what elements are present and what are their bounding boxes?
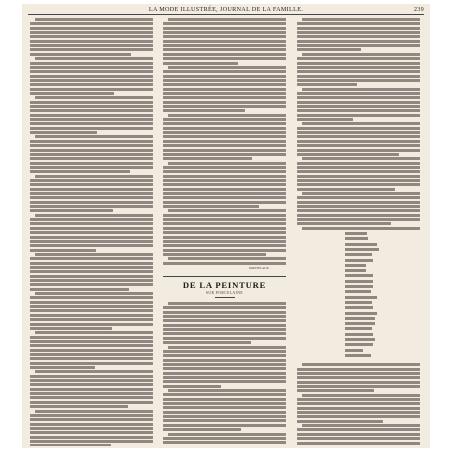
text-line <box>30 22 153 25</box>
text-line <box>163 222 286 225</box>
text-line <box>163 101 286 104</box>
text-line <box>163 218 286 221</box>
color-list-item <box>345 243 377 246</box>
text-line <box>163 188 286 191</box>
text-line <box>30 92 114 95</box>
text-line <box>297 428 420 431</box>
text-line <box>163 424 286 427</box>
text-line <box>30 75 153 78</box>
text-line <box>30 109 153 112</box>
text-line <box>30 414 153 417</box>
text-line <box>297 70 420 73</box>
color-list-item <box>345 280 373 283</box>
text-line <box>163 363 286 366</box>
text-line <box>30 314 153 317</box>
text-line <box>163 135 286 138</box>
text-line <box>297 442 420 445</box>
text-line <box>30 318 153 321</box>
magazine-page <box>22 4 430 448</box>
text-line <box>30 236 153 239</box>
text-line <box>297 222 391 225</box>
text-line <box>30 423 153 426</box>
text-line <box>297 62 420 65</box>
subtitle-rule <box>215 297 235 298</box>
text-line <box>168 66 286 69</box>
text-line <box>163 75 286 78</box>
text-line <box>297 166 420 169</box>
text-line <box>163 40 286 43</box>
text-line <box>168 162 286 165</box>
text-line <box>297 140 420 143</box>
text-line <box>302 157 420 160</box>
text-line <box>163 157 252 160</box>
text-line <box>163 350 286 353</box>
text-line <box>163 149 286 152</box>
color-list-item <box>345 296 377 299</box>
text-line <box>30 353 153 356</box>
color-list-item <box>345 349 363 352</box>
text-line <box>163 166 286 169</box>
text-line <box>297 27 420 30</box>
text-line <box>163 341 251 344</box>
text-line <box>302 53 420 56</box>
text-line <box>35 410 153 413</box>
text-line <box>30 283 153 286</box>
text-line <box>163 201 286 204</box>
text-line <box>163 411 286 414</box>
text-line <box>297 109 420 112</box>
text-line <box>163 376 286 379</box>
article-signature: MONTFLAUE. <box>249 266 270 270</box>
text-line <box>163 306 286 309</box>
text-line <box>30 201 153 204</box>
color-list-item <box>345 322 375 325</box>
text-line <box>30 40 153 43</box>
text-line <box>163 380 286 383</box>
text-line <box>163 35 286 38</box>
text-line <box>30 153 153 156</box>
text-line <box>163 253 266 256</box>
text-line <box>163 437 286 440</box>
text-line <box>30 323 153 326</box>
text-line <box>297 188 395 191</box>
color-list-item <box>345 333 373 336</box>
text-line <box>297 411 420 414</box>
text-line <box>163 240 286 243</box>
text-line <box>168 433 286 436</box>
text-line <box>163 179 286 182</box>
text-line <box>30 244 153 247</box>
text-line <box>297 183 420 186</box>
text-line <box>163 415 286 418</box>
text-line <box>163 319 286 322</box>
header-rule <box>28 14 424 15</box>
text-line <box>30 179 153 182</box>
text-line <box>35 135 153 138</box>
text-line <box>297 214 420 217</box>
color-list-item <box>345 327 372 330</box>
text-line <box>163 214 286 217</box>
text-line <box>30 396 153 399</box>
text-line <box>163 315 286 318</box>
article-subtitle: SUR PORCELAINE <box>205 291 244 295</box>
text-line <box>297 402 420 405</box>
text-line <box>163 332 286 335</box>
text-line <box>30 149 153 152</box>
text-line <box>30 383 153 386</box>
text-line <box>30 122 153 125</box>
text-line <box>302 122 420 125</box>
text-line <box>30 305 153 308</box>
text-line <box>163 88 286 91</box>
text-line <box>163 324 286 327</box>
text-line <box>163 27 286 30</box>
text-line <box>30 249 96 252</box>
text-line <box>30 157 153 160</box>
text-line <box>30 209 113 212</box>
text-line <box>30 327 112 330</box>
text-line <box>30 218 153 221</box>
text-line <box>297 175 420 178</box>
text-line <box>30 88 153 91</box>
journal-title: LA MODE ILLUSTRÉE, JOURNAL DE LA FAMILLE. <box>148 6 304 13</box>
text-line <box>30 349 153 352</box>
text-line <box>30 288 129 291</box>
color-list-item <box>345 264 366 267</box>
text-line <box>35 18 153 21</box>
text-line <box>30 27 153 30</box>
text-line <box>30 231 153 234</box>
text-line <box>30 401 153 404</box>
text-line <box>297 44 420 47</box>
text-line <box>297 385 420 388</box>
text-line <box>163 311 286 314</box>
text-line <box>297 420 383 423</box>
text-line <box>30 275 153 278</box>
text-line <box>168 302 286 305</box>
text-line <box>297 205 420 208</box>
text-line <box>163 22 286 25</box>
text-line <box>297 437 420 440</box>
text-line <box>168 114 286 117</box>
text-line <box>297 92 420 95</box>
text-line <box>163 48 286 51</box>
color-list-item <box>345 259 373 262</box>
text-line <box>30 48 153 51</box>
text-line <box>30 83 153 86</box>
text-line <box>297 389 374 392</box>
text-line <box>30 431 153 434</box>
text-line <box>297 101 420 104</box>
text-line <box>163 398 286 401</box>
text-line <box>163 236 286 239</box>
text-line <box>297 368 420 371</box>
text-line <box>163 337 286 340</box>
text-line <box>163 354 286 357</box>
color-list-item <box>345 248 379 251</box>
text-line <box>163 428 241 431</box>
text-line <box>163 57 286 60</box>
text-line <box>30 440 153 443</box>
text-line <box>297 372 420 375</box>
text-line <box>30 70 153 73</box>
color-list-item <box>345 312 377 315</box>
text-line <box>163 183 286 186</box>
text-line <box>30 196 153 199</box>
text-line <box>30 340 153 343</box>
text-line <box>30 296 153 299</box>
text-line <box>30 131 97 134</box>
text-line <box>168 18 286 21</box>
text-line <box>297 153 399 156</box>
text-line <box>163 419 286 422</box>
text-line <box>297 66 420 69</box>
color-list-item <box>345 274 373 277</box>
text-line <box>297 57 420 60</box>
color-list-item <box>345 338 375 341</box>
color-list-item <box>345 237 368 240</box>
color-list-item <box>345 232 367 235</box>
text-line <box>297 381 420 384</box>
text-line <box>302 88 420 91</box>
text-line <box>30 262 153 265</box>
text-line <box>30 344 153 347</box>
text-line <box>30 375 153 378</box>
text-line <box>297 433 420 436</box>
text-line <box>35 253 153 256</box>
text-line <box>30 336 153 339</box>
text-line <box>30 44 153 47</box>
text-line <box>163 62 238 65</box>
text-line <box>30 62 153 65</box>
text-line <box>297 127 420 130</box>
color-list-item <box>345 343 373 346</box>
text-line <box>163 227 286 230</box>
text-line <box>297 83 357 86</box>
page-number: 239 <box>413 6 424 13</box>
text-line <box>168 389 286 392</box>
text-line <box>30 227 153 230</box>
text-line <box>30 266 153 269</box>
text-line <box>163 53 286 56</box>
text-line <box>30 183 153 186</box>
text-line <box>30 53 131 56</box>
text-line <box>30 444 111 446</box>
color-list-item <box>345 306 373 309</box>
text-line <box>297 35 420 38</box>
text-line <box>30 66 153 69</box>
text-line <box>30 170 130 173</box>
text-line <box>297 162 420 165</box>
text-line <box>30 118 153 121</box>
text-line <box>30 188 153 191</box>
text-line <box>297 398 420 401</box>
text-line <box>297 135 420 138</box>
text-line <box>297 114 420 117</box>
text-line <box>297 170 420 173</box>
text-line <box>30 162 153 165</box>
text-line <box>163 196 286 199</box>
text-line <box>297 201 420 204</box>
text-line <box>297 415 420 418</box>
text-line <box>30 114 153 117</box>
text-line <box>168 257 286 260</box>
text-line <box>30 240 153 243</box>
text-line <box>30 366 95 369</box>
text-line <box>35 96 153 99</box>
text-line <box>297 22 420 25</box>
text-line <box>163 153 286 156</box>
text-line <box>30 357 153 360</box>
text-line <box>30 379 153 382</box>
text-line <box>163 92 286 95</box>
text-column-right <box>297 18 420 446</box>
text-line <box>30 405 128 408</box>
text-line <box>297 118 353 121</box>
text-line <box>297 48 361 51</box>
text-line <box>30 362 153 365</box>
color-list-item <box>345 354 371 357</box>
text-line <box>297 131 420 134</box>
text-line <box>163 109 245 112</box>
text-line <box>163 140 286 143</box>
text-line <box>163 96 286 99</box>
text-line <box>297 149 420 152</box>
text-line <box>168 209 286 212</box>
text-line <box>297 144 420 147</box>
text-line <box>30 144 153 147</box>
text-line <box>30 427 153 430</box>
text-line <box>163 144 286 147</box>
text-line <box>30 35 153 38</box>
text-line <box>163 372 286 375</box>
color-list-item <box>345 269 366 272</box>
text-line <box>30 31 153 34</box>
text-line <box>163 359 286 362</box>
text-line <box>297 407 420 410</box>
text-line <box>30 222 153 225</box>
text-line <box>35 331 153 334</box>
text-line <box>30 105 153 108</box>
text-line <box>35 214 153 217</box>
text-line <box>35 292 153 295</box>
text-line <box>168 346 286 349</box>
color-list-item <box>345 290 371 293</box>
text-line <box>163 131 286 134</box>
text-line <box>163 402 286 405</box>
text-line <box>163 105 286 108</box>
text-line <box>35 175 153 178</box>
text-line <box>163 170 286 173</box>
text-line <box>297 105 420 108</box>
text-line <box>30 418 153 421</box>
text-line <box>30 79 153 82</box>
text-line <box>163 118 286 121</box>
text-line <box>163 441 286 444</box>
text-line <box>297 376 420 379</box>
text-line <box>163 83 286 86</box>
text-line <box>30 192 153 195</box>
text-line <box>163 393 286 396</box>
text-line <box>163 385 221 388</box>
text-line <box>30 140 153 143</box>
color-list-item <box>345 285 373 288</box>
text-line <box>163 367 286 370</box>
text-line <box>297 79 420 82</box>
color-list-item <box>345 253 372 256</box>
text-line <box>297 209 420 212</box>
text-line <box>163 249 286 252</box>
text-line <box>30 309 153 312</box>
text-line <box>163 205 259 208</box>
text-line <box>302 18 420 21</box>
text-line <box>163 127 286 130</box>
text-line <box>163 122 286 125</box>
text-line <box>163 231 286 234</box>
text-line <box>297 31 420 34</box>
text-line <box>163 79 286 82</box>
text-line <box>30 301 153 304</box>
text-line <box>30 388 153 391</box>
text-line <box>297 196 420 199</box>
text-line <box>30 436 153 439</box>
text-line <box>297 75 420 78</box>
text-line <box>297 179 420 182</box>
text-line <box>163 406 286 409</box>
article-title: DE LA PEINTURE <box>182 280 267 290</box>
text-line <box>302 192 420 195</box>
text-column-middle <box>163 18 286 446</box>
text-line <box>30 127 153 130</box>
text-line <box>302 394 420 397</box>
text-line <box>163 31 286 34</box>
color-list-item <box>345 301 372 304</box>
text-line <box>30 205 153 208</box>
text-line <box>30 166 153 169</box>
text-line <box>30 279 153 282</box>
text-line <box>163 70 286 73</box>
text-line <box>35 370 153 373</box>
text-line <box>163 175 286 178</box>
text-line <box>30 270 153 273</box>
text-line <box>163 44 286 47</box>
text-line <box>302 424 420 427</box>
color-list-item <box>345 317 375 320</box>
text-line <box>297 40 420 43</box>
text-line <box>163 244 286 247</box>
section-rule <box>163 276 286 277</box>
text-line <box>163 192 286 195</box>
text-line <box>30 392 153 395</box>
text-line <box>30 101 153 104</box>
text-line <box>163 262 286 265</box>
text-line <box>302 363 420 366</box>
text-column-left <box>30 18 153 446</box>
text-line <box>297 218 420 221</box>
text-line <box>35 57 153 60</box>
text-line <box>302 227 420 230</box>
text-line <box>163 328 286 331</box>
text-line <box>297 96 420 99</box>
text-line <box>30 257 153 260</box>
